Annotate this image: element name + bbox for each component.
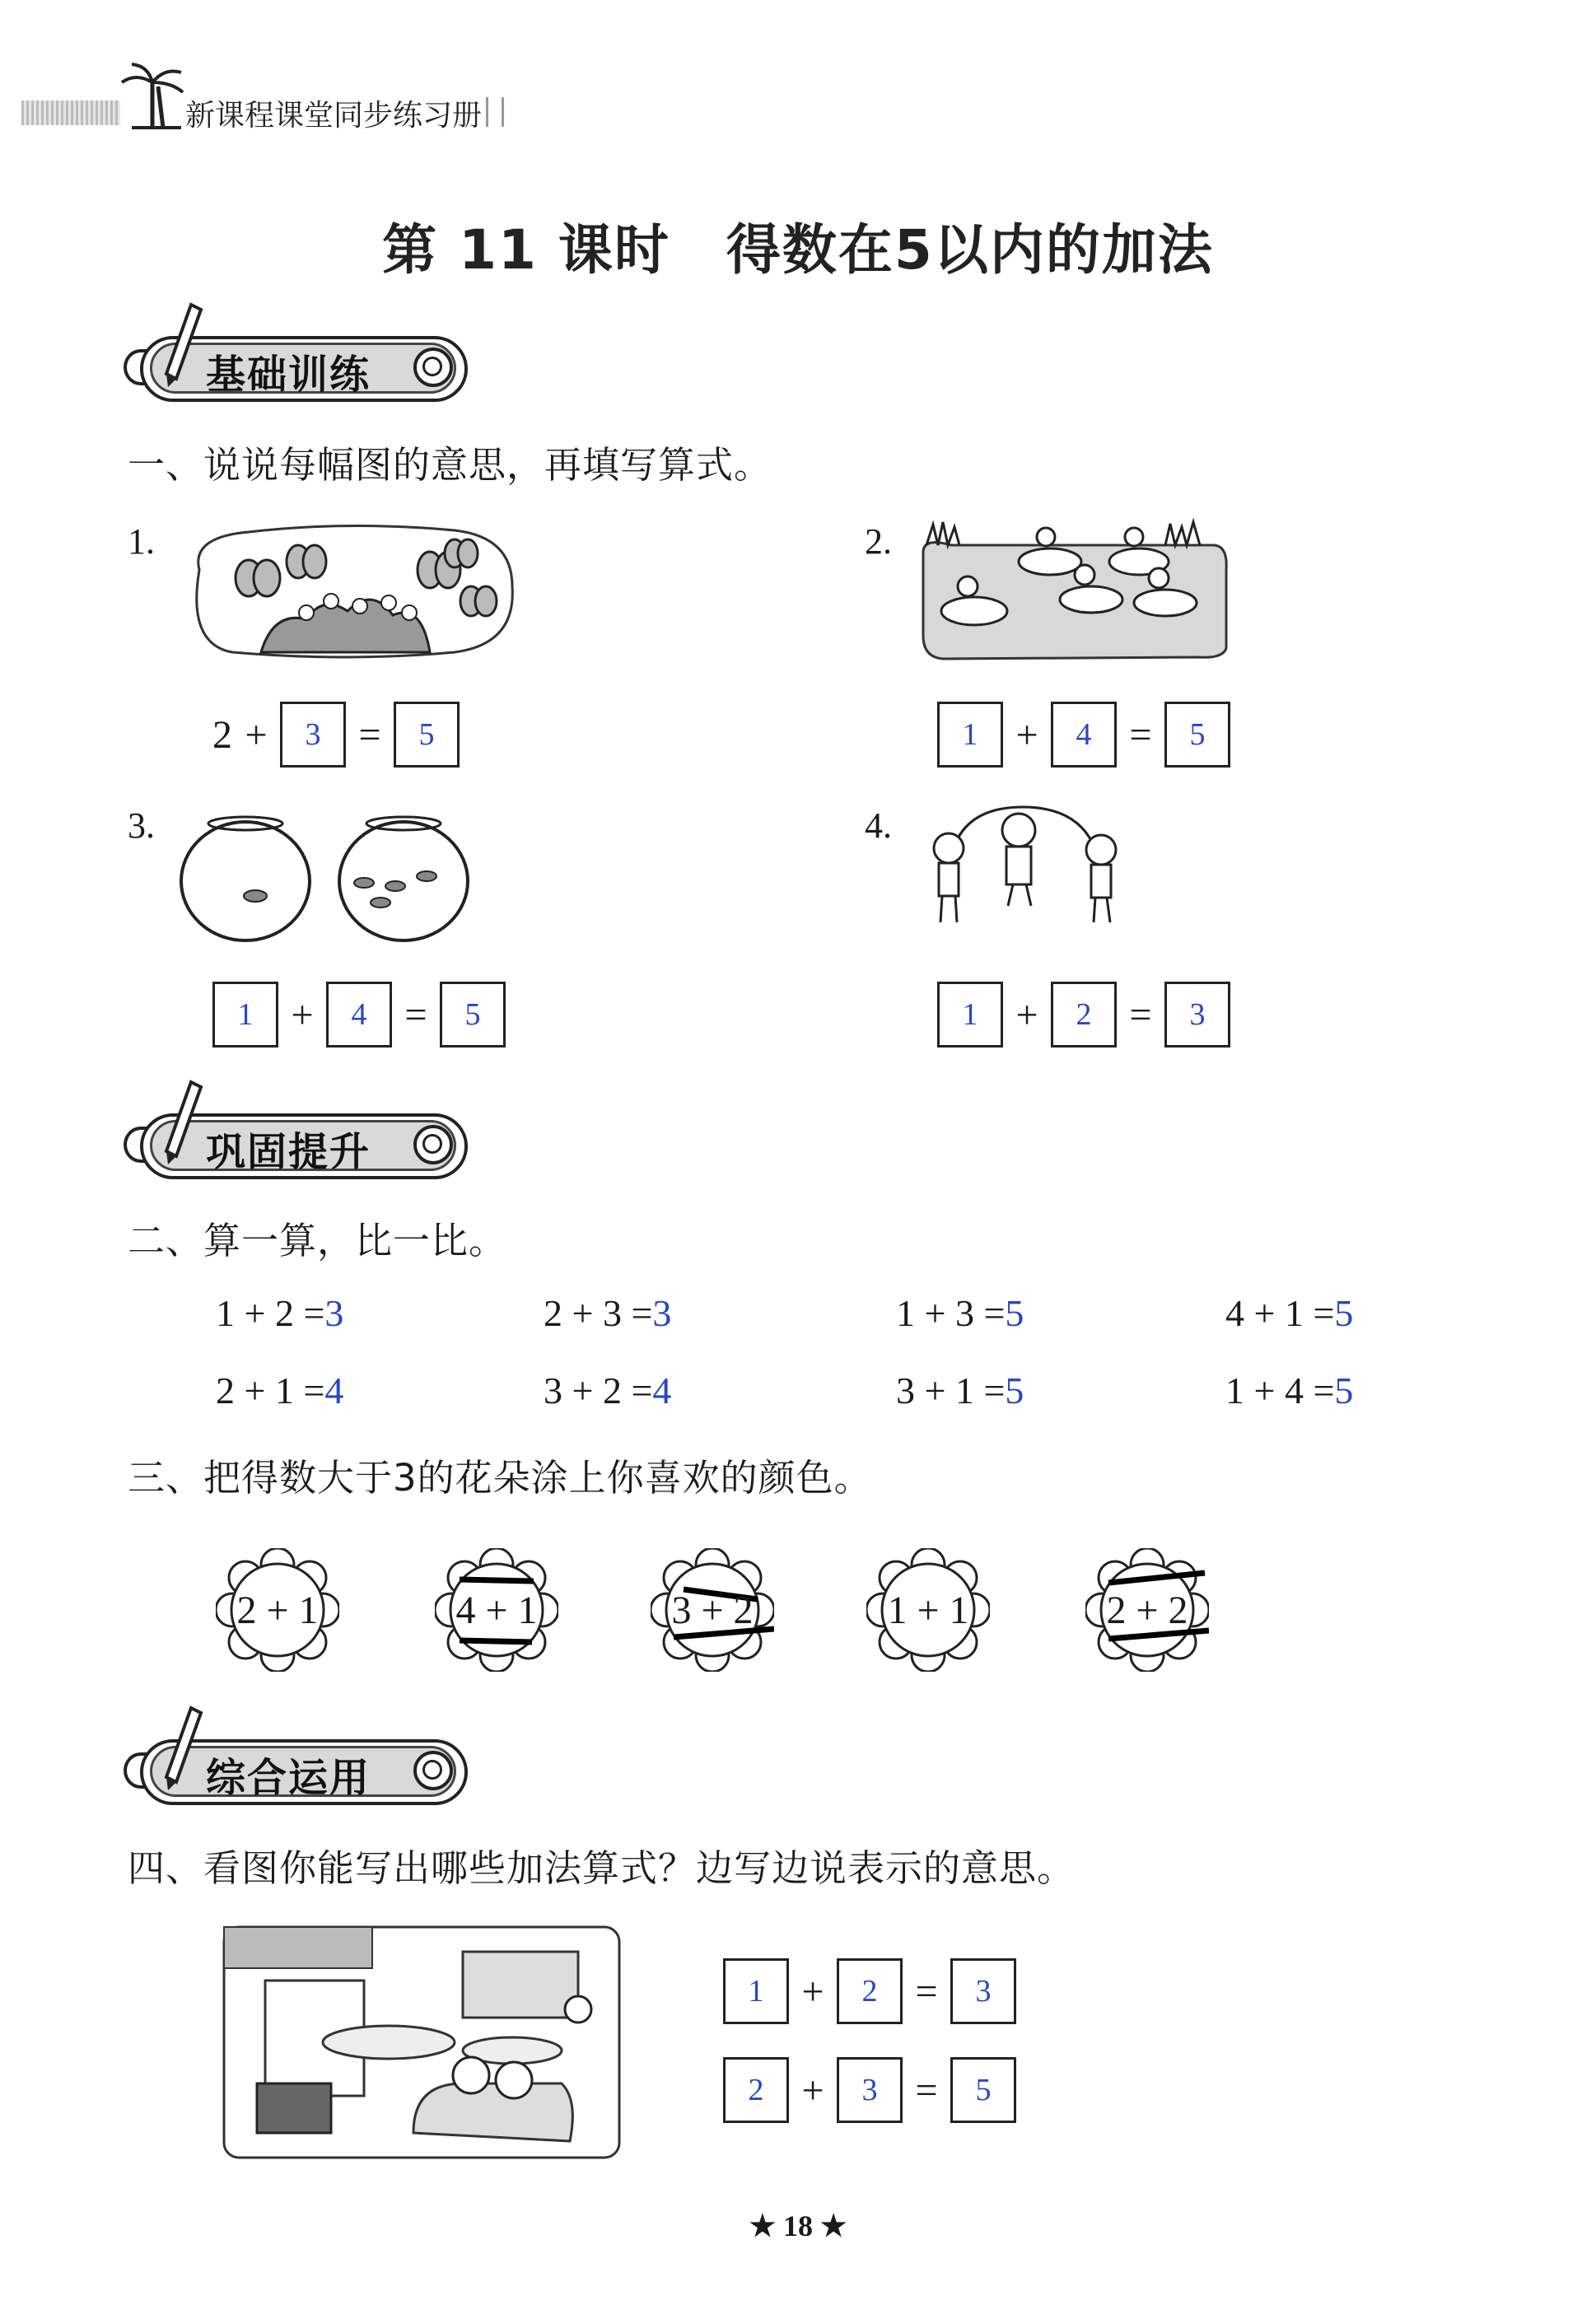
answer-box[interactable]: 3: [1164, 982, 1230, 1048]
equation-3: [212, 982, 506, 1048]
calc-answer[interactable]: 5: [1334, 1292, 1354, 1334]
flower[interactable]: [435, 1548, 558, 1672]
palm-tree-icon: [115, 58, 189, 132]
section-consolidate-label: 巩固提升: [124, 1108, 469, 1176]
pencil-icon: [158, 1077, 208, 1168]
answer-box[interactable]: 5: [440, 982, 506, 1048]
item-number: 3.: [128, 805, 155, 846]
answer-box[interactable]: 5: [1164, 702, 1230, 768]
header-decoration: [21, 100, 120, 125]
plus-sign: +: [801, 1969, 824, 2013]
plus-sign: +: [1015, 992, 1038, 1037]
plus-sign: +: [1015, 712, 1038, 757]
calc-item: 2 + 1 =4: [216, 1369, 344, 1411]
flower-expression: 2 + 2: [1106, 1588, 1188, 1632]
equals-sign: =: [1129, 712, 1152, 757]
item-number: 1.: [128, 521, 155, 562]
calc-item: 1 + 3 =5: [896, 1292, 1024, 1334]
flower-expression: 4 + 1: [455, 1588, 538, 1632]
equation-q4-2: [723, 2057, 1016, 2123]
answer-box[interactable]: 4: [326, 982, 392, 1048]
answer-box[interactable]: 3: [837, 2057, 903, 2123]
question-4-title: 四、看图你能写出哪些加法算式？边写边说表示的意思。: [128, 1846, 1076, 1890]
calc-answer[interactable]: 3: [652, 1292, 672, 1334]
section-basic-label: 基础训练: [124, 331, 469, 399]
equals-sign: =: [404, 992, 427, 1037]
answer-box[interactable]: 4: [1051, 702, 1117, 768]
calc-item: 4 + 1 =5: [1225, 1292, 1354, 1334]
calc-item: 3 + 1 =5: [896, 1369, 1024, 1411]
equation-2: [937, 702, 1230, 768]
fishbowls-picture: [173, 807, 478, 947]
plus-sign: +: [291, 992, 314, 1037]
calc-answer[interactable]: 5: [1005, 1292, 1024, 1334]
equals-sign: =: [915, 1969, 938, 2013]
calc-answer[interactable]: 4: [324, 1369, 344, 1411]
header-divider: [486, 97, 504, 127]
ducks-pond-picture: [918, 512, 1231, 669]
question-2-title: 二、算一算，比一比。: [128, 1219, 507, 1262]
equals-sign: =: [358, 712, 381, 757]
equation-4: [937, 982, 1230, 1048]
flower[interactable]: [216, 1548, 339, 1672]
flower[interactable]: [651, 1548, 774, 1672]
item-number: 4.: [865, 805, 892, 846]
answer-box[interactable]: 2: [723, 2057, 789, 2123]
equals-sign: =: [915, 2068, 938, 2112]
addend-a: 2: [212, 712, 232, 757]
question-3-title: 三、把得数大于3的花朵涂上你喜欢的颜色。: [128, 1456, 872, 1500]
answer-box[interactable]: 2: [837, 1958, 903, 2024]
calc-answer[interactable]: 4: [652, 1369, 672, 1411]
answer-box[interactable]: 1: [937, 982, 1003, 1048]
equation-1: [212, 702, 460, 768]
item-number: 2.: [865, 521, 892, 562]
flower-expression: 2 + 1: [236, 1588, 319, 1632]
flower[interactable]: [1085, 1548, 1209, 1672]
answer-box[interactable]: 5: [950, 2057, 1016, 2123]
section-apply-label: 综合运用: [124, 1734, 469, 1802]
pencil-icon: [158, 1703, 208, 1794]
plus-sign: +: [245, 712, 268, 757]
calc-item: 2 + 3 =3: [544, 1292, 672, 1334]
calc-item: 3 + 2 =4: [544, 1369, 672, 1411]
page-title: 第 11 课时 得数在5以内的加法: [382, 218, 1214, 282]
equation-q4-1: [723, 1958, 1016, 2024]
answer-box[interactable]: 5: [394, 702, 460, 768]
jump-rope-children-picture: [916, 799, 1138, 947]
answer-box[interactable]: 3: [280, 702, 346, 768]
flower-expression: 1 + 1: [887, 1588, 969, 1632]
flower[interactable]: [866, 1548, 990, 1672]
butterflies-flowers-picture: [183, 520, 520, 669]
calc-item: 1 + 4 =5: [1225, 1369, 1354, 1411]
calc-answer[interactable]: 5: [1334, 1369, 1354, 1411]
question-1-title: 一、说说每幅图的意思，再填写算式。: [128, 443, 772, 487]
calc-item: 1 + 2 =3: [216, 1292, 344, 1334]
answer-box[interactable]: 1: [723, 1958, 789, 2024]
living-room-picture: [216, 1919, 628, 2166]
calc-answer[interactable]: 3: [324, 1292, 344, 1334]
book-title: 新课程课堂同步练习册: [185, 99, 483, 133]
equals-sign: =: [1129, 992, 1152, 1037]
flower-expression: 3 + 2: [671, 1588, 754, 1632]
answer-box[interactable]: 1: [212, 982, 278, 1048]
answer-box[interactable]: 2: [1051, 982, 1117, 1048]
plus-sign: +: [801, 2068, 824, 2112]
answer-box[interactable]: 3: [950, 1958, 1016, 2024]
calc-answer[interactable]: 5: [1005, 1369, 1024, 1411]
pencil-icon: [158, 300, 208, 390]
page-number: ★ 18 ★: [749, 2209, 847, 2242]
answer-box[interactable]: 1: [937, 702, 1003, 768]
